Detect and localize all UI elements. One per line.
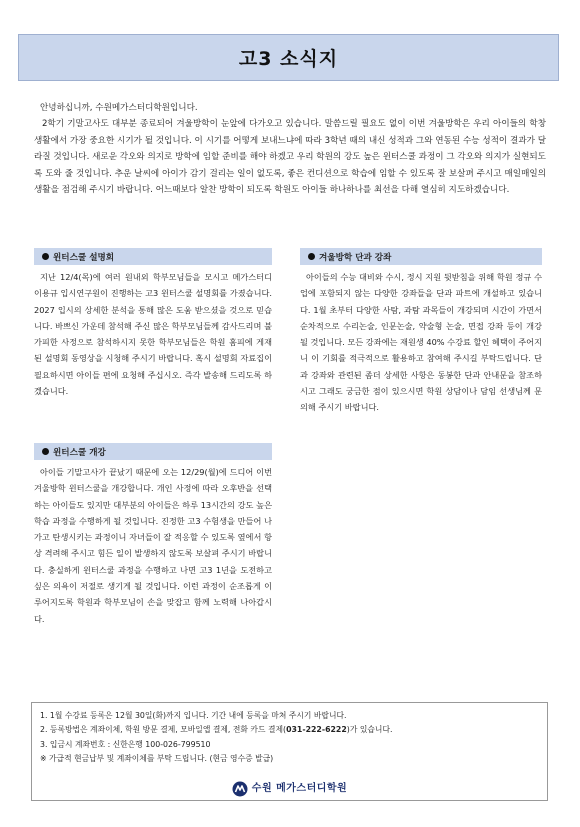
bullet-dot-icon — [308, 253, 315, 260]
notice-line-4: ※ 가급적 현금납부 및 계좌이체를 부탁 드립니다. (현금 영수증 발급) — [40, 753, 274, 763]
newsletter-title: 고3 소식지 — [238, 48, 339, 70]
notice-line-2 — [40, 723, 539, 737]
notice-line-1: 1. 1월 수강료 등록은 12월 30일(화)까지 입니다. 기간 내에 등록을 마쳐 주시기 바랍니다. — [40, 711, 347, 720]
section-text-seminar — [34, 269, 272, 399]
section-header-vacation — [300, 248, 542, 265]
megastudy-logo-icon — [232, 781, 248, 797]
academy-name: 수원 메가스터디학원 — [251, 782, 348, 794]
notice-line-3: 3. 입금시 계좌번호 : 신한은행 100-026-799510 — [40, 739, 211, 749]
section-heading-opening: 윈터스쿨 개강 — [53, 447, 106, 458]
notice-line-2-prefix: 2. 등록방법은 계좌이체, 학원 방문 결제, 모바일앱 결제, 전화 카드 결제( — [40, 725, 287, 735]
section-header-opening — [34, 443, 272, 460]
bullet-dot-icon — [42, 448, 49, 455]
section-heading-seminar: 윈터스쿨 설명회 — [53, 252, 115, 263]
bullet-dot-icon — [42, 253, 49, 260]
section-header-seminar — [34, 248, 272, 265]
notice-box — [31, 702, 548, 801]
section-text-vacation — [300, 269, 542, 416]
vacation-paragraph: 아이들의 수능 대비와 수시, 정시 지원 뒷받침을 위해 학원 정규 수업에 포함되지 않는 다양한 강좌들을 단과 파트에 개설하고 있습니다. 1월 초부터 다양한 사탐, 과탐 과목들이 개강되며 시간이 가면서 순차적으로 수리논술, 인문논술, 약술형 논술, 면접 강좌 등이 개강될 것입니다. 모든 강좌에는 재원생 40% 수강료 할인 혜택이 주어지니 이 기회를 적극적으로 활용하고 참여해 주시길 부탁드립니다. 단과 강좌와 관련된 좀더 상세한 사항은 동봉한 단과 안내문을 참조하시고 그래도 궁금한 점이 있으시면 학원 상담이나 담임 선생님께 문의해 주시기 바랍니다. — [300, 272, 542, 413]
section-heading-vacation: 겨울방학 단과 강좌 — [319, 252, 392, 263]
intro-body: 2학기 기말고사도 대부분 종료되어 겨울방학이 눈앞에 다가오고 있습니다. 말씀드릴 필요도 없이 이번 겨울방학은 우리 아이들의 학창 생활에서 가장 중요한 시기가 될 것입니다. 이 시기를 어떻게 보내느냐에 따라 3학년 때의 내신 성적과 그와 연동된 수능 성적이 결과가 달라질 것입니다. 새로운 각오와 의지로 방학에 임할 준비를 해야 하겠고 우리 학원의 강도 높은 윈터스쿨 과정이 그 각오와 의지가 실현되도록 도와 줄 것입니다. 추운 날씨에 아이가 감기 걸리는 일이 없도록, 좋은 컨디션으로 학습에 임할 수 있도록 잘 보살펴 주시고 매일매일의 생활을 점검해 주시기 바랍니다. 어느때보다 알찬 방학이 되도록 학원도 아이들 하나하나를 최선을 다해 열심히 지도하겠습니다. — [34, 119, 546, 196]
intro-section — [34, 100, 546, 198]
newsletter-title-bar — [18, 34, 559, 81]
phone-number: 031-222-6222 — [286, 725, 347, 735]
opening-paragraph: 아이들 기말고사가 끝났기 때문에 오는 12/29(월)에 드디어 이번 겨울방학 윈터스쿨을 개강합니다. 개인 사정에 따라 오후반을 선택하는 아이들도 있지만 대부분의 아이들은 하루 13시간의 강도 높은 학습 과정을 수행하게 될 것입니다. 진정한 고3 수험생을 만들어 나가고 탄생시키는 과정이니 자녀들이 잘 적응할 수 있도록 옆에서 항상 격려해 주시고 힘든 일이 발생하지 않도록 보살펴 주시기 바랍니다. 충실하게 윈터스쿨 과정을 수행하고 나면 고3 1년을 도전하고 싶은 의욕이 저절로 생기게 될 것입니다. 이런 과정이 순조롭게 이루어지도록 학원과 학부모님이 손을 맞잡고 함께 노력해 나아갑시다. — [34, 467, 272, 624]
intro-greeting: 안녕하십니까, 수원메가스터디학원입니다. — [40, 103, 198, 113]
seminar-paragraph: 지난 12/4(목)에 여러 원내외 학부모님들을 모시고 메가스터디 이용규 입시연구원이 진행하는 고3 윈터스쿨 설명회를 가졌습니다. 2027 입시의 상세한 분석을 통해 많은 도움 받으셨을 것으로 믿습니다. 바쁘신 가운데 참석해 주신 많은 학부모님들께 감사드리며 불가피한 사정으로 참석하시지 못한 학부모님들은 학원 홈피에 게재된 설명회 동영상을 시청해 주시기 바랍니다. 혹시 설명회 자료집이 필요하시면 아이들 편에 요청해 주십시오. 즉각 발송해 드리도록 하겠습니다. — [34, 272, 272, 397]
notice-line-2-suffix: )가 있습니다. — [346, 725, 393, 735]
academy-logo — [32, 781, 547, 797]
section-text-opening — [34, 464, 272, 627]
